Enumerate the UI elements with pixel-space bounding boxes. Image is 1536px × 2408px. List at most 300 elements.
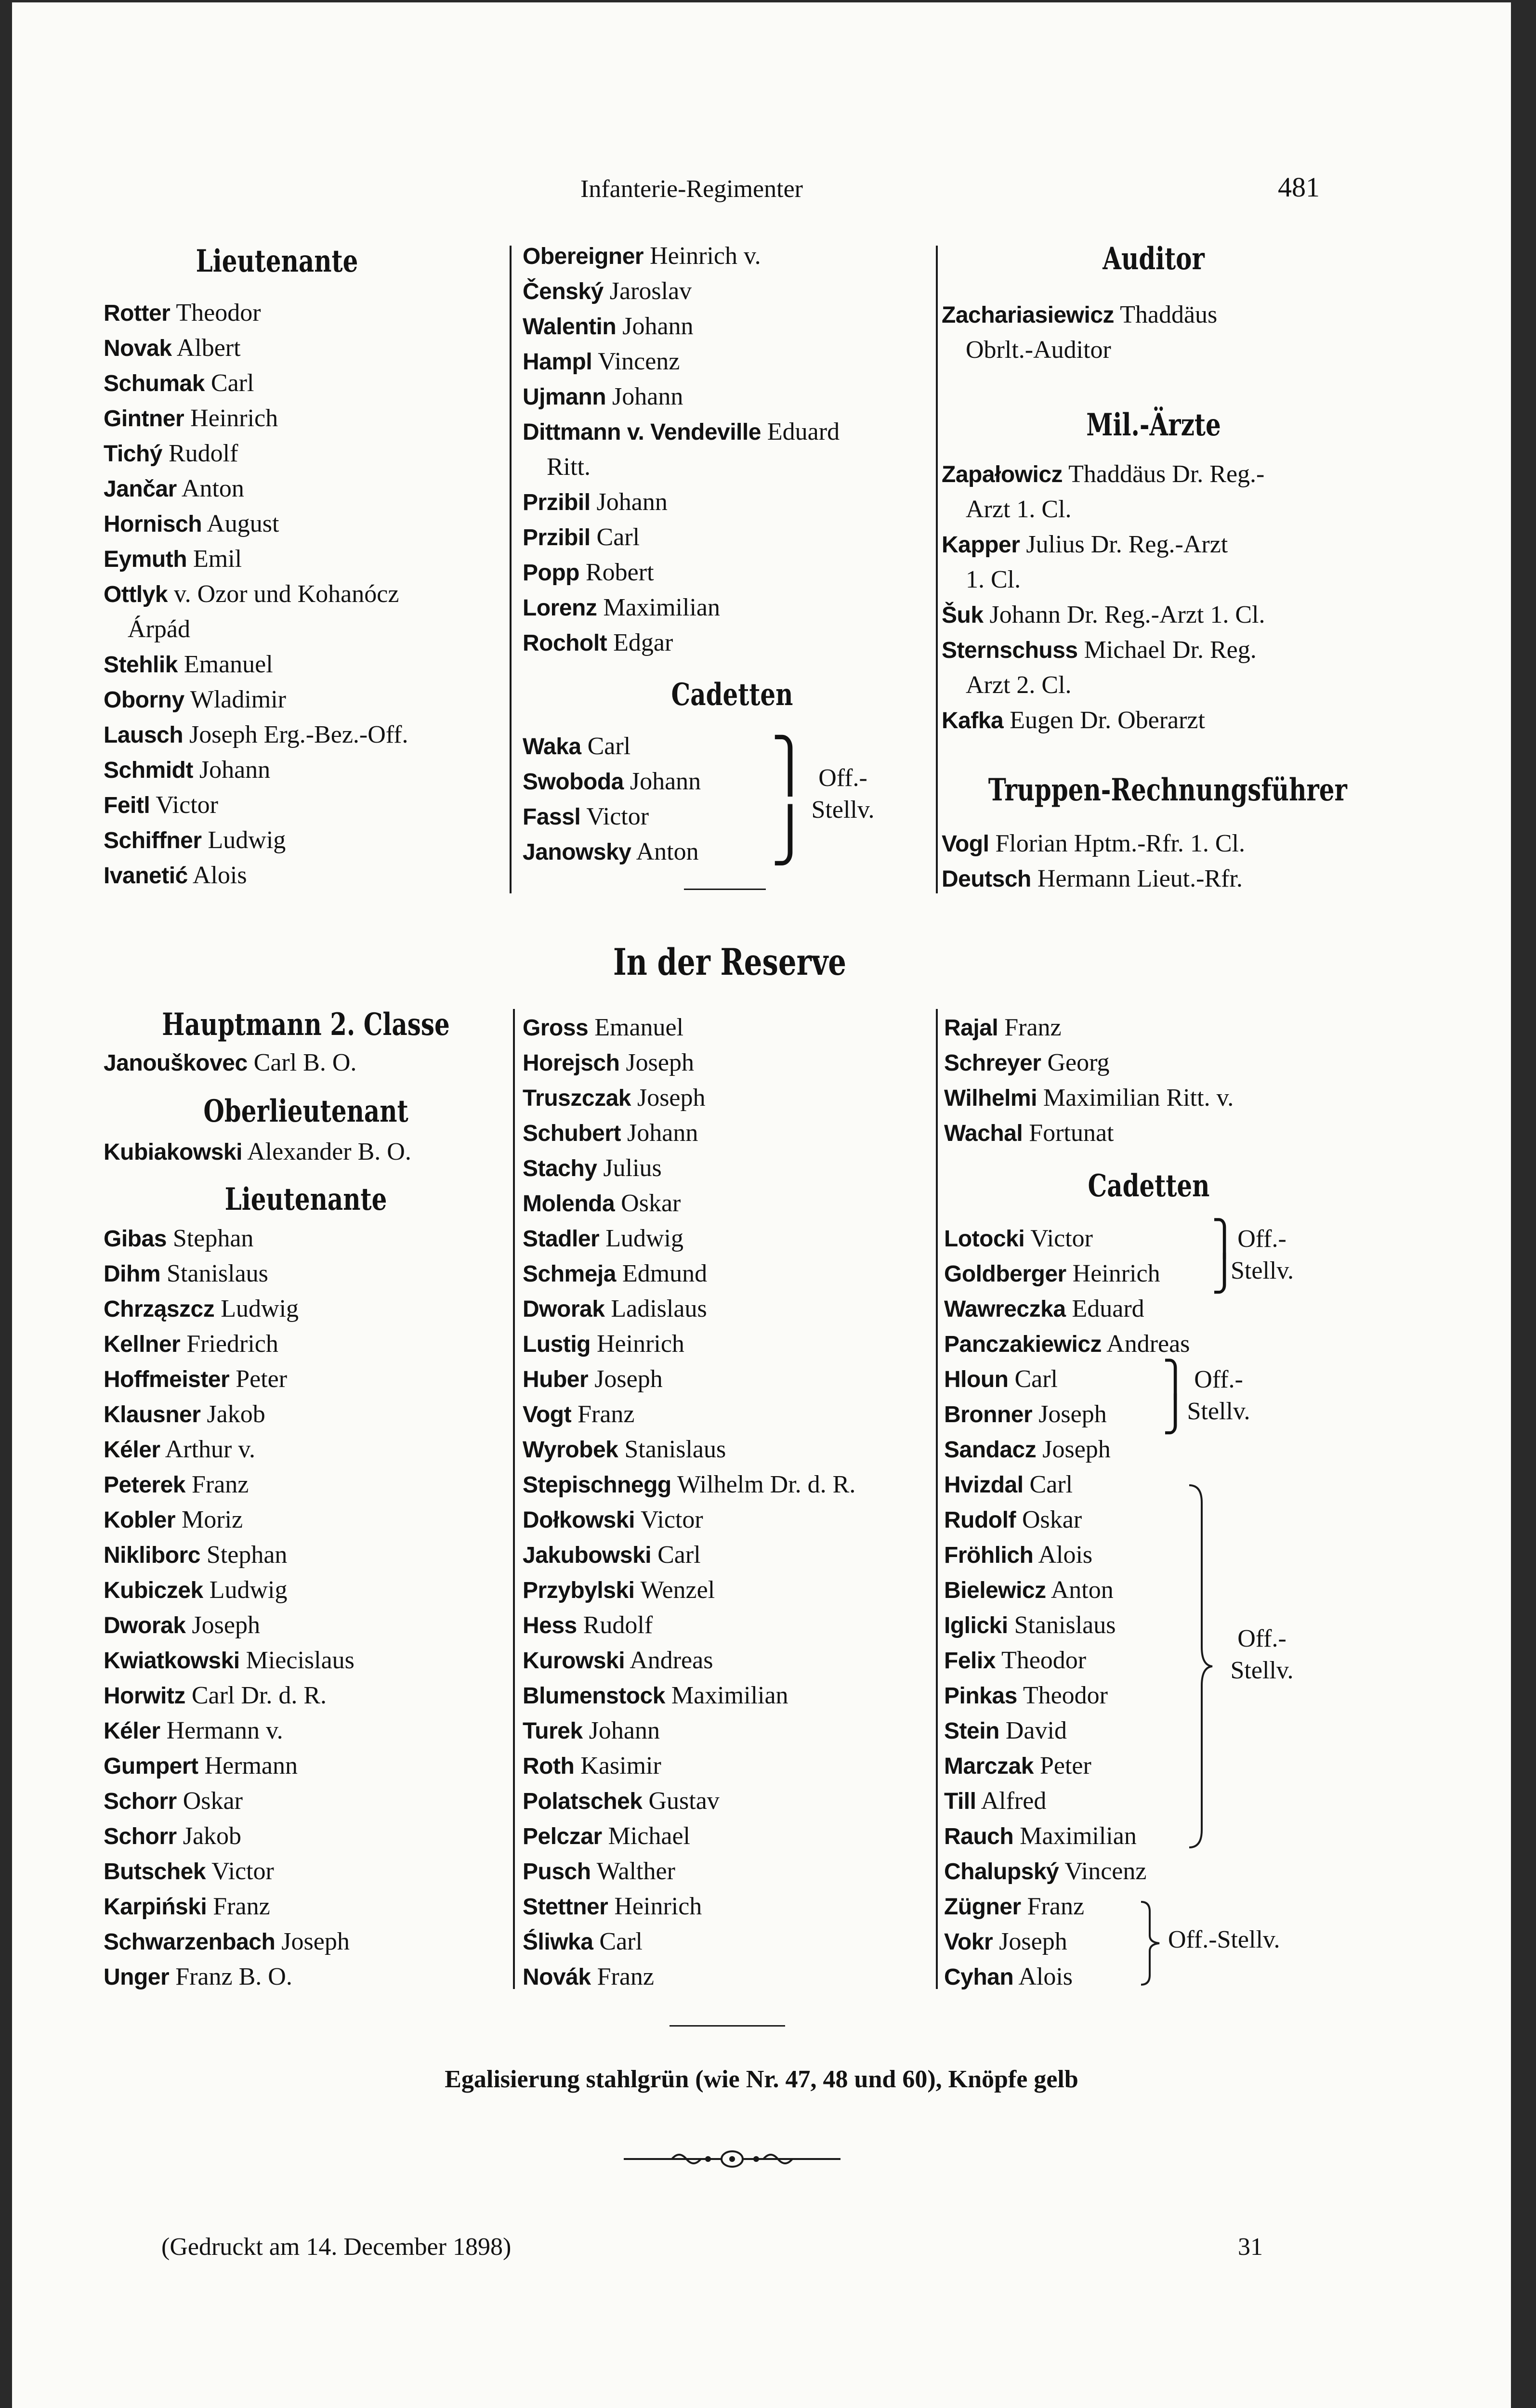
list-item xyxy=(523,1151,937,1186)
list-item xyxy=(944,1115,1368,1151)
surname: Kobler xyxy=(104,1507,176,1533)
given-name: Ludwig xyxy=(208,826,286,854)
surname: Tichý xyxy=(104,441,162,467)
given-name: Thaddäus Dr. Reg.- xyxy=(1068,460,1265,488)
given-name: Joseph xyxy=(1038,1400,1107,1428)
list-item xyxy=(523,1924,937,1959)
given-name: Emil xyxy=(193,545,242,573)
list-item xyxy=(104,1572,508,1608)
list-item xyxy=(104,1397,508,1432)
surname: Zachariasiewicz xyxy=(942,302,1115,328)
surname: Rocholt xyxy=(523,630,607,656)
given-name: Walther xyxy=(596,1858,675,1885)
surname: Butschek xyxy=(104,1859,206,1885)
surname: Sternschuss xyxy=(942,638,1078,663)
surname: Lorenz xyxy=(523,595,597,621)
list-item xyxy=(104,1678,508,1713)
surname: Rauch xyxy=(944,1824,1014,1849)
heading-cadetten-top: Cadetten xyxy=(671,677,793,713)
surname: Šuk xyxy=(942,602,984,628)
surname: Kafka xyxy=(942,708,1004,733)
surname: Gumpert xyxy=(104,1754,198,1779)
surname: Hloun xyxy=(944,1367,1009,1392)
given-name: Joseph xyxy=(1042,1436,1111,1463)
given-name: Heinrich xyxy=(190,405,278,432)
given-name: v. Ozor und Kohanócz xyxy=(174,580,399,608)
given-name: Wenzel xyxy=(640,1576,715,1604)
oberlt-list xyxy=(104,1134,508,1169)
surname: Hoffmeister xyxy=(104,1367,230,1392)
given-name: Victor xyxy=(211,1858,274,1885)
surname: Fröhlich xyxy=(944,1543,1034,1568)
given-name: Vincenz xyxy=(598,348,680,375)
column-rule xyxy=(936,1009,938,1989)
given-name: Arzt 1. Cl. xyxy=(966,496,1072,523)
list-item xyxy=(523,1361,937,1397)
surname: Schwarzenbach xyxy=(104,1929,276,1955)
given-name: Michael Dr. Reg. xyxy=(1084,636,1257,664)
reserve-middle-list xyxy=(523,1010,937,1994)
given-name: Alois xyxy=(1018,1963,1073,1990)
given-name: David xyxy=(1005,1717,1067,1744)
given-name: Jakob xyxy=(207,1400,265,1428)
list-item xyxy=(942,332,1375,367)
given-name: Maximilian xyxy=(671,1682,788,1709)
top-middle-list xyxy=(523,238,937,660)
given-name: Stephan xyxy=(206,1541,288,1569)
list-item xyxy=(104,1256,508,1291)
given-name: Julius xyxy=(603,1154,662,1182)
list-item xyxy=(523,1819,937,1854)
note-line: Stellv. xyxy=(1187,1398,1250,1425)
list-item xyxy=(523,1572,937,1608)
large-brace xyxy=(1187,1483,1216,1849)
surname: Polatschek xyxy=(523,1789,643,1814)
print-date: (Gedruckt am 14. December 1898) xyxy=(161,2233,512,2261)
surname: Przibil xyxy=(523,490,591,515)
surname: Rotter xyxy=(104,301,171,326)
surname: Pelczar xyxy=(523,1824,602,1849)
surname: Iglicki xyxy=(944,1613,1008,1638)
note-line: Stellv. xyxy=(1231,1257,1294,1284)
list-item xyxy=(942,861,1375,896)
given-name: Stanislaus xyxy=(1014,1611,1116,1639)
given-name: Joseph xyxy=(594,1365,663,1393)
surname: Truszczak xyxy=(523,1086,631,1111)
surname: Gibas xyxy=(104,1226,167,1252)
divider xyxy=(684,889,766,890)
list-item xyxy=(523,1537,937,1572)
given-name: Alfred xyxy=(981,1787,1047,1815)
list-item xyxy=(942,492,1375,527)
list-item xyxy=(944,1537,1368,1572)
surname: Dworak xyxy=(104,1613,186,1638)
given-name: Eduard xyxy=(767,418,840,445)
given-name: Carl xyxy=(657,1541,701,1569)
list-item xyxy=(942,527,1375,562)
list-item xyxy=(944,1045,1368,1080)
surname: Jakubowski xyxy=(523,1543,652,1568)
surname: Wawreczka xyxy=(944,1296,1066,1322)
brace: ⎫ ⎭ xyxy=(771,735,810,865)
list-item xyxy=(942,703,1375,738)
surname: Fassl xyxy=(523,804,581,830)
given-name: Alois xyxy=(1038,1541,1093,1569)
surname: Bronner xyxy=(944,1402,1033,1427)
list-item xyxy=(523,449,937,484)
surname: Goldberger xyxy=(944,1261,1066,1287)
list-item xyxy=(523,764,754,799)
given-name: Wladimir xyxy=(190,686,286,713)
surname: Blumenstock xyxy=(523,1683,665,1709)
given-name: Joseph xyxy=(637,1084,706,1112)
list-item xyxy=(942,632,1375,667)
list-item xyxy=(523,1467,937,1502)
cadets-note xyxy=(795,762,891,826)
list-item xyxy=(944,1291,1368,1326)
list-item xyxy=(104,1361,508,1397)
given-name: Eduard xyxy=(1072,1295,1144,1322)
surname: Jančar xyxy=(104,476,177,502)
list-item xyxy=(523,1432,937,1467)
surname: Hampl xyxy=(523,349,592,375)
reserve-lt-list xyxy=(104,1221,508,1994)
given-name: Jaroslav xyxy=(609,277,692,305)
surname: Stehlik xyxy=(104,652,178,678)
given-name: Gustav xyxy=(648,1787,720,1815)
surname: Deutsch xyxy=(942,866,1031,892)
surname: Ivanetić xyxy=(104,863,188,889)
list-item xyxy=(944,1010,1368,1045)
list-item xyxy=(104,506,508,541)
given-name: Carl xyxy=(1014,1365,1058,1393)
list-item xyxy=(104,1045,508,1080)
given-name: Heinrich xyxy=(614,1893,702,1920)
given-name: Johann xyxy=(589,1717,660,1744)
given-name: Joseph xyxy=(999,1928,1067,1955)
given-name: Peter xyxy=(1039,1752,1091,1780)
given-name: Stanislaus xyxy=(167,1260,268,1287)
note-line: Stellv. xyxy=(811,796,875,824)
surname: Marczak xyxy=(944,1754,1034,1779)
surname: Vogl xyxy=(942,831,989,857)
given-name: Carl xyxy=(587,733,631,760)
surname: Śliwka xyxy=(523,1929,593,1955)
list-item xyxy=(523,1010,937,1045)
surname: Walentin xyxy=(523,314,617,340)
list-item xyxy=(523,625,937,660)
surname: Eymuth xyxy=(104,547,187,572)
list-item xyxy=(104,1467,508,1502)
list-item xyxy=(523,834,754,869)
surname: Zapałowicz xyxy=(942,462,1063,487)
accounting-list xyxy=(942,826,1375,896)
given-name: Oskar xyxy=(1022,1506,1082,1533)
list-item xyxy=(523,274,937,309)
surname: Kéler xyxy=(104,1718,160,1744)
given-name: Georg xyxy=(1047,1049,1110,1076)
surname: Horejsch xyxy=(523,1050,620,1076)
surname: Kubiczek xyxy=(104,1578,203,1603)
list-item xyxy=(944,1432,1368,1467)
given-name: Moriz xyxy=(182,1506,243,1533)
surname: Schubert xyxy=(523,1121,621,1146)
surname: Wachal xyxy=(944,1121,1023,1146)
given-name: Johann xyxy=(612,383,683,410)
surname: Schumak xyxy=(104,371,205,396)
surname: Janouškovec xyxy=(104,1050,248,1076)
surname: Kéler xyxy=(104,1437,160,1463)
surname: Turek xyxy=(523,1718,583,1744)
surname: Wilhelmi xyxy=(944,1086,1037,1111)
given-name: Friedrich xyxy=(186,1330,278,1358)
surname: Chalupský xyxy=(944,1859,1059,1885)
heading-auditor: Auditor xyxy=(1103,241,1205,277)
list-item xyxy=(944,1608,1368,1643)
given-name: Joseph xyxy=(192,1611,260,1639)
surname: Kellner xyxy=(104,1332,181,1357)
given-name: Theodor xyxy=(176,299,261,327)
list-item xyxy=(944,1819,1368,1854)
list-item xyxy=(944,1502,1368,1537)
surname: Feitl xyxy=(104,793,150,818)
list-item xyxy=(104,1221,508,1256)
surname: Dworak xyxy=(523,1296,605,1322)
list-item xyxy=(104,1924,508,1959)
list-item xyxy=(944,1080,1368,1115)
list-item xyxy=(104,436,508,471)
list-item xyxy=(944,1748,1368,1783)
given-name: Vincenz xyxy=(1064,1858,1147,1885)
given-name: Joseph xyxy=(626,1049,694,1076)
list-item xyxy=(944,1854,1368,1889)
surname: Klausner xyxy=(104,1402,201,1427)
surname: Karpiński xyxy=(104,1894,207,1920)
list-item xyxy=(523,414,937,449)
list-item xyxy=(104,1819,508,1854)
list-item xyxy=(104,1713,508,1748)
divider xyxy=(670,2025,785,2027)
given-name: Ludwig xyxy=(605,1225,683,1252)
surname: Vogt xyxy=(523,1402,572,1427)
surname: Unger xyxy=(104,1964,170,1990)
given-name: Eugen Dr. Oberarzt xyxy=(1010,707,1205,734)
surname: Roth xyxy=(523,1754,575,1779)
list-item xyxy=(942,562,1375,597)
given-name: Maximilian xyxy=(1020,1822,1137,1850)
surname: Pusch xyxy=(523,1859,591,1885)
surname: Obereigner xyxy=(523,244,644,269)
facing-colour-note: Egalisierung stahlgrün (wie Nr. 47, 48 und 60), Knöpfe gelb xyxy=(445,2066,1078,2093)
surname: Bielewicz xyxy=(944,1578,1046,1603)
list-item xyxy=(104,612,508,647)
given-name: Anton xyxy=(1050,1576,1114,1604)
given-name: Carl xyxy=(1029,1471,1073,1498)
given-name: Johann xyxy=(622,313,694,340)
given-name: Emanuel xyxy=(184,651,273,678)
given-name: Franz xyxy=(1027,1893,1085,1920)
list-item xyxy=(104,295,508,330)
given-name: Andreas xyxy=(630,1647,713,1674)
surname: Schreyer xyxy=(944,1050,1041,1076)
given-name: Johann xyxy=(630,768,701,795)
brace: ⎫ ⎭ xyxy=(1162,1359,1188,1434)
surname: Lausch xyxy=(104,722,184,748)
list-item xyxy=(942,297,1375,332)
list-item xyxy=(523,1256,937,1291)
list-item xyxy=(104,752,508,787)
list-item xyxy=(104,1783,508,1819)
list-item xyxy=(523,1783,937,1819)
heading-oberlieutenant: Oberlieutenant xyxy=(203,1093,408,1129)
given-name: Árpád xyxy=(128,615,190,643)
given-name: Peter xyxy=(236,1365,288,1393)
list-item xyxy=(523,238,937,274)
given-name: Franz xyxy=(213,1893,270,1920)
given-name: Oskar xyxy=(183,1787,243,1815)
given-name: Stephan xyxy=(172,1225,254,1252)
note-line: Off.- xyxy=(1237,1225,1287,1253)
given-name: Michael xyxy=(608,1822,690,1850)
surname: Schiffner xyxy=(104,828,202,853)
list-item xyxy=(523,1502,937,1537)
reserve-cadets-list xyxy=(944,1218,1368,1994)
sheet-number: 31 xyxy=(1238,2233,1263,2261)
note-line: Stellv. xyxy=(1230,1657,1294,1684)
surname: Cyhan xyxy=(944,1964,1014,1990)
list-item xyxy=(104,1326,508,1361)
given-name: Ludwig xyxy=(221,1295,299,1322)
surname: Ujmann xyxy=(523,384,606,410)
surname: Waka xyxy=(523,734,581,759)
list-item xyxy=(523,799,754,834)
given-name: Robert xyxy=(585,559,654,586)
list-item xyxy=(104,717,508,752)
surname: Schmidt xyxy=(104,758,193,783)
heading-reserve: In der Reserve xyxy=(613,941,846,983)
given-name: Hermann Lieut.-Rfr. xyxy=(1037,865,1243,892)
list-item xyxy=(523,1959,937,1994)
given-name: Hermann v. xyxy=(166,1717,283,1744)
heading-aerzte: Mil.-Ärzte xyxy=(1086,407,1221,443)
given-name: Rudolf xyxy=(583,1611,653,1639)
list-item xyxy=(104,1291,508,1326)
list-item xyxy=(523,1291,937,1326)
cadets-note xyxy=(1182,1364,1255,1427)
surname: Čenský xyxy=(523,279,604,304)
given-name: Fortunat xyxy=(1029,1119,1114,1147)
list-item xyxy=(523,344,937,379)
given-name: Anton xyxy=(636,838,699,865)
surname: Hvizdal xyxy=(944,1472,1024,1498)
surname: Janowsky xyxy=(523,839,631,865)
list-item xyxy=(104,647,508,682)
list-item xyxy=(104,541,508,576)
surname: Panczakiewicz xyxy=(944,1332,1102,1357)
given-name: Carl Dr. d. R. xyxy=(191,1682,327,1709)
surname: Dittmann v. Vendeville xyxy=(523,419,761,445)
list-item xyxy=(523,1397,937,1432)
surname: Sandacz xyxy=(944,1437,1037,1463)
surname: Novák xyxy=(523,1964,591,1990)
given-name: Oskar xyxy=(621,1190,681,1217)
surname: Rudolf xyxy=(944,1507,1016,1533)
list-item xyxy=(523,1326,937,1361)
list-item xyxy=(104,1854,508,1889)
heading-rechnungsfuehrer: Truppen-Rechnungsführer xyxy=(988,772,1347,808)
surname: Gintner xyxy=(104,406,184,432)
running-head: Infanterie-Regimenter xyxy=(580,175,803,203)
ornament-rule xyxy=(624,2146,840,2172)
surname: Przybylski xyxy=(523,1578,635,1603)
given-name: Miecislaus xyxy=(246,1647,354,1674)
list-item xyxy=(104,1748,508,1783)
surname: Schorr xyxy=(104,1789,177,1814)
given-name: Hermann xyxy=(204,1752,298,1780)
list-item xyxy=(523,1643,937,1678)
list-item xyxy=(104,858,508,893)
column-rule xyxy=(513,1009,515,1989)
given-name: Alexander B. O. xyxy=(247,1138,411,1165)
surname: Lotocki xyxy=(944,1226,1025,1252)
given-name: Joseph xyxy=(281,1928,350,1955)
given-name: Franz xyxy=(578,1400,635,1428)
list-item xyxy=(944,1397,1368,1432)
list-item xyxy=(523,1115,937,1151)
list-item xyxy=(104,401,508,436)
given-name: Carl B. O. xyxy=(253,1049,357,1076)
list-item xyxy=(523,520,937,555)
list-item xyxy=(523,1748,937,1783)
surname: Oborny xyxy=(104,687,184,713)
list-item xyxy=(523,729,754,764)
list-item xyxy=(944,1783,1368,1819)
list-item xyxy=(104,576,508,612)
heading-hauptmann: Hauptmann 2. Classe xyxy=(162,1007,450,1043)
heading-lieutenante-reserve: Lieutenante xyxy=(224,1181,387,1217)
list-item xyxy=(523,1221,937,1256)
given-name: Johann xyxy=(627,1119,698,1147)
surname: Huber xyxy=(523,1367,589,1392)
list-item xyxy=(104,1134,508,1169)
list-item xyxy=(944,1643,1368,1678)
surname: Stachy xyxy=(523,1156,597,1181)
given-name: Obrlt.-Auditor xyxy=(966,336,1111,364)
list-item xyxy=(942,667,1375,703)
given-name: Ludwig xyxy=(209,1576,288,1604)
given-name: Victor xyxy=(156,791,218,819)
given-name: Florian Hptm.-Rfr. 1. Cl. xyxy=(995,830,1245,857)
top-cadets-list xyxy=(523,729,754,869)
list-item xyxy=(523,1080,937,1115)
brace: ⎫ ⎭ xyxy=(1211,1218,1237,1294)
given-name: Johann xyxy=(596,488,668,516)
list-item xyxy=(523,1854,937,1889)
surname: Schmeja xyxy=(523,1261,616,1287)
surname: Hornisch xyxy=(104,511,202,537)
list-item xyxy=(942,457,1375,492)
surname: Popp xyxy=(523,560,579,586)
list-item xyxy=(523,309,937,344)
list-item xyxy=(944,1713,1368,1748)
list-item xyxy=(944,1221,1368,1256)
surname: Chrząszcz xyxy=(104,1296,215,1322)
given-name: Maximilian Ritt. v. xyxy=(1043,1084,1234,1112)
column-rule xyxy=(936,246,938,893)
list-item xyxy=(944,1678,1368,1713)
top-left-list xyxy=(104,295,508,893)
given-name: Victor xyxy=(640,1506,703,1533)
